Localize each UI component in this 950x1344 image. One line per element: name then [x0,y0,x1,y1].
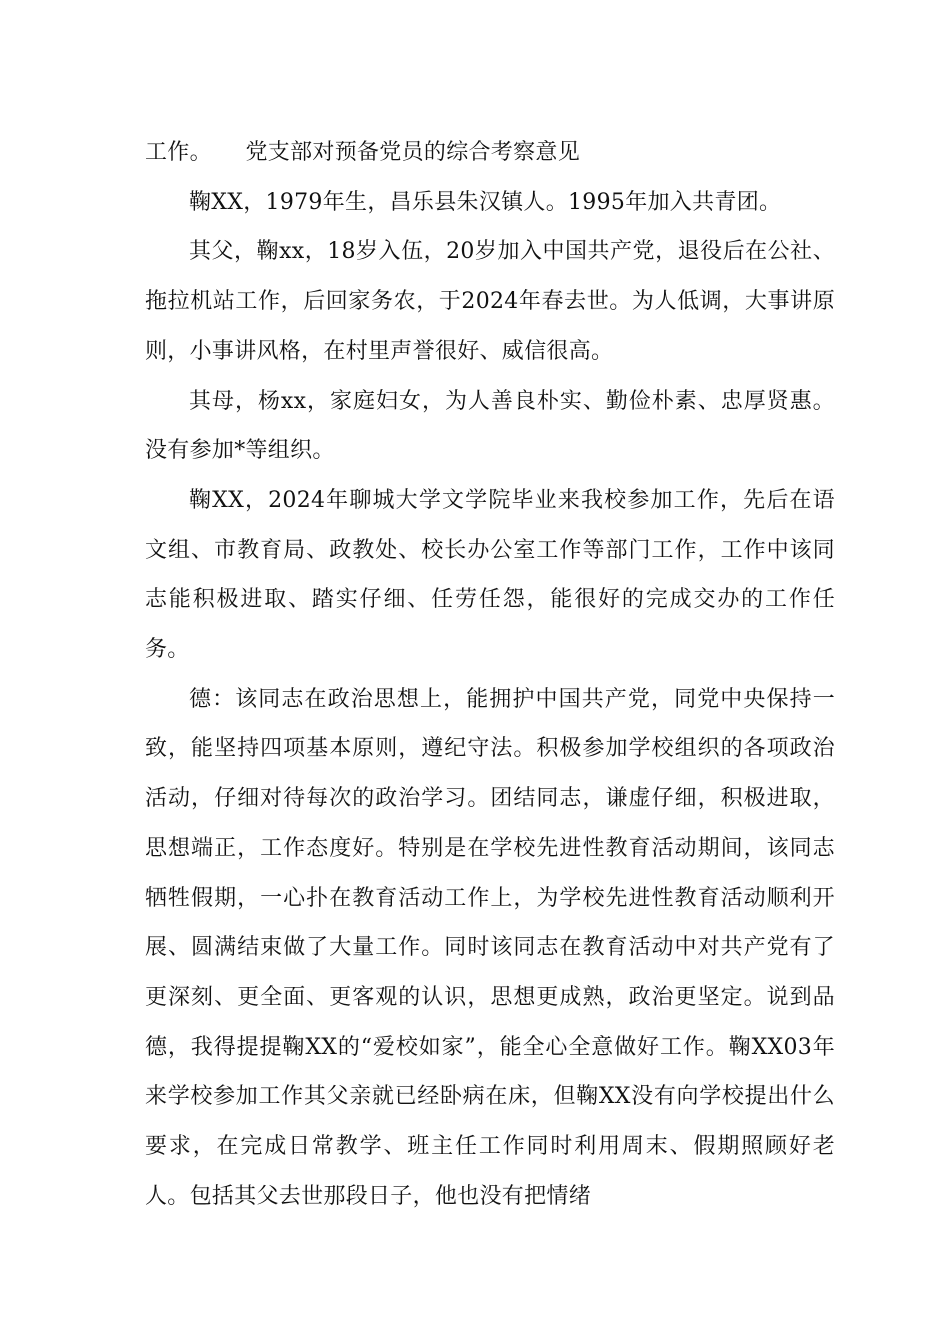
paragraph-personal-info: 鞠XX，1979年生，昌乐县朱汉镇人。1995年加入共青团。 [189,189,782,215]
paragraph-continuation-heading: 工作。 党支部对预备党员的综合考察意见 [145,140,581,165]
paragraph-mother: 其母，杨xx，家庭妇女，为人善良朴实、勤俭朴素、忠厚贤惠。没有参加*等组织。 [145,388,835,464]
paragraph-morality: 德：该同志在政治思想上，能拥护中国共产党，同党中央保持一致，能坚持四项基本原则，遵纪守法。积极参加学校组织的各项政治活动，仔细对待每次的政治学习。团结同志，谦虚仔细，积极进取，思想端正，工作态度好。特别是在学校先进性教育活动期间，该同志牺牲假期，一心扑在教育活动工作上，为学校先进性教育活动顺利开展、圆满结束做了大量工作。同时该同志在教育活动中对共产党有了更深刻、更全面、更客观的认识，思想更成熟，政治更坚定。说到品德，我得提提鞠XX的“爱校如家”，能全心全意做好工作。鞠XX03年来学校参加工作其父亲就已经卧病在床，但鞠XX没有向学校提出什么要求，在完成日常教学、班主任工作同时利用周末、假期照顾好老人。包括其父去世那段日子，他也没有把情绪 [145,686,835,1209]
paragraph-work-history: 鞠XX，2024年聊城大学文学院毕业来我校参加工作，先后在语文组、市教育局、政教处、校长办公室工作等部门工作，工作中该同志能积极进取、踏实仔细、任劳任怨，能很好的完成交办的工作任务。 [145,487,835,663]
paragraph-father: 其父，鞠xx，18岁入伍，20岁加入中国共产党，退役后在公社、拖拉机站工作，后回家务农，于2024年春去世。为人低调，大事讲原则，小事讲风格，在村里声誉很好、威信很高。 [145,239,835,364]
document-body [145,128,835,1221]
